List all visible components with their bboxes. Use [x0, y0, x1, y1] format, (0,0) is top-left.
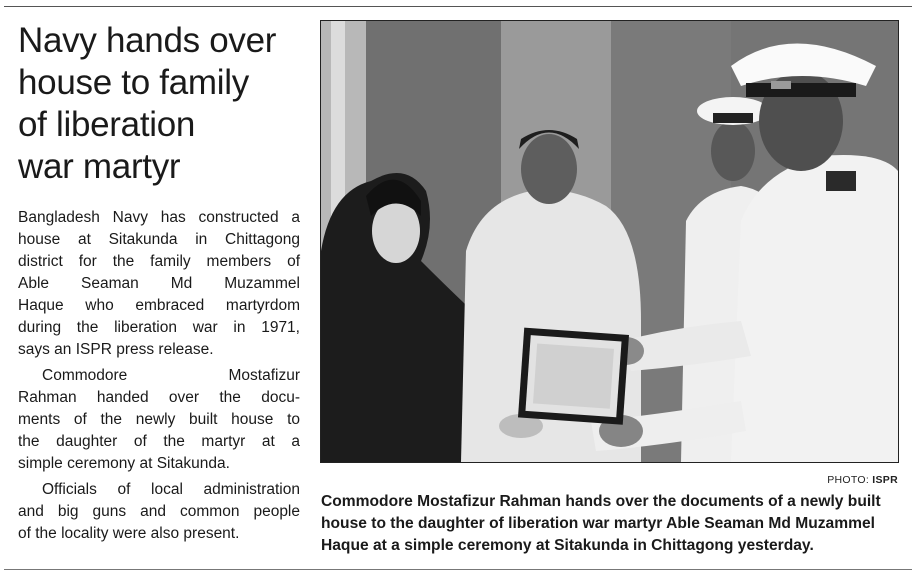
- news-photo: [320, 20, 899, 463]
- paragraph-2: [18, 365, 300, 475]
- headline-line-4: war martyr: [18, 147, 181, 186]
- paragraph-line: Haque who embraced martyrdom: [18, 297, 300, 314]
- caption-line: Commodore Mostafizur Rahman hands over the documents of a newly built: [321, 493, 881, 510]
- photo-caption: [321, 491, 901, 557]
- paragraph-line: house at Sitakunda in Chittagong: [18, 231, 300, 248]
- paragraph-line: of the locality were also present.: [18, 525, 240, 542]
- headline-line-3: of liberation: [18, 105, 196, 144]
- paragraph-line: district for the family members of: [18, 253, 300, 270]
- paragraph-line: simple ceremony at Sitakunda.: [18, 455, 230, 472]
- paragraph-line: Bangladesh Navy has constructed a: [18, 209, 300, 226]
- paragraph-1: [18, 207, 300, 361]
- bottom-rule: [4, 569, 912, 570]
- paragraph-line: Commodore Mostafizur: [42, 367, 300, 384]
- headline-line-2: house to family: [18, 63, 249, 102]
- headline: [18, 20, 308, 188]
- paragraph-line: the daughter of the martyr at a: [18, 433, 300, 450]
- photo-credit-source: ISPR: [872, 474, 898, 486]
- paragraph-line: Officials of local administration: [42, 481, 300, 498]
- caption-line: house to the daughter of liberation war martyr Able Seaman Md Muzammel: [321, 515, 875, 532]
- top-rule: [4, 6, 912, 7]
- paragraph-line: Able Seaman Md Muzammel: [18, 275, 300, 292]
- paragraph-3: [18, 479, 300, 545]
- paragraph-line: says an ISPR press release.: [18, 341, 214, 358]
- paragraph-line: during the liberation war in 1971,: [18, 319, 300, 336]
- paragraph-line: and big guns and common people: [18, 503, 300, 520]
- caption-line: Haque at a simple ceremony at Sitakunda in Chittagong yesterday.: [321, 537, 814, 554]
- article-body: [18, 207, 300, 549]
- photo-credit: [827, 474, 898, 486]
- ceremony-photo-illustration: [321, 21, 898, 462]
- paragraph-line: Rahman handed over the docu-: [18, 389, 300, 406]
- photo-credit-label: PHOTO:: [827, 474, 870, 486]
- headline-line-1: Navy hands over: [18, 21, 277, 60]
- paragraph-line: ments of the newly built house to: [18, 411, 300, 428]
